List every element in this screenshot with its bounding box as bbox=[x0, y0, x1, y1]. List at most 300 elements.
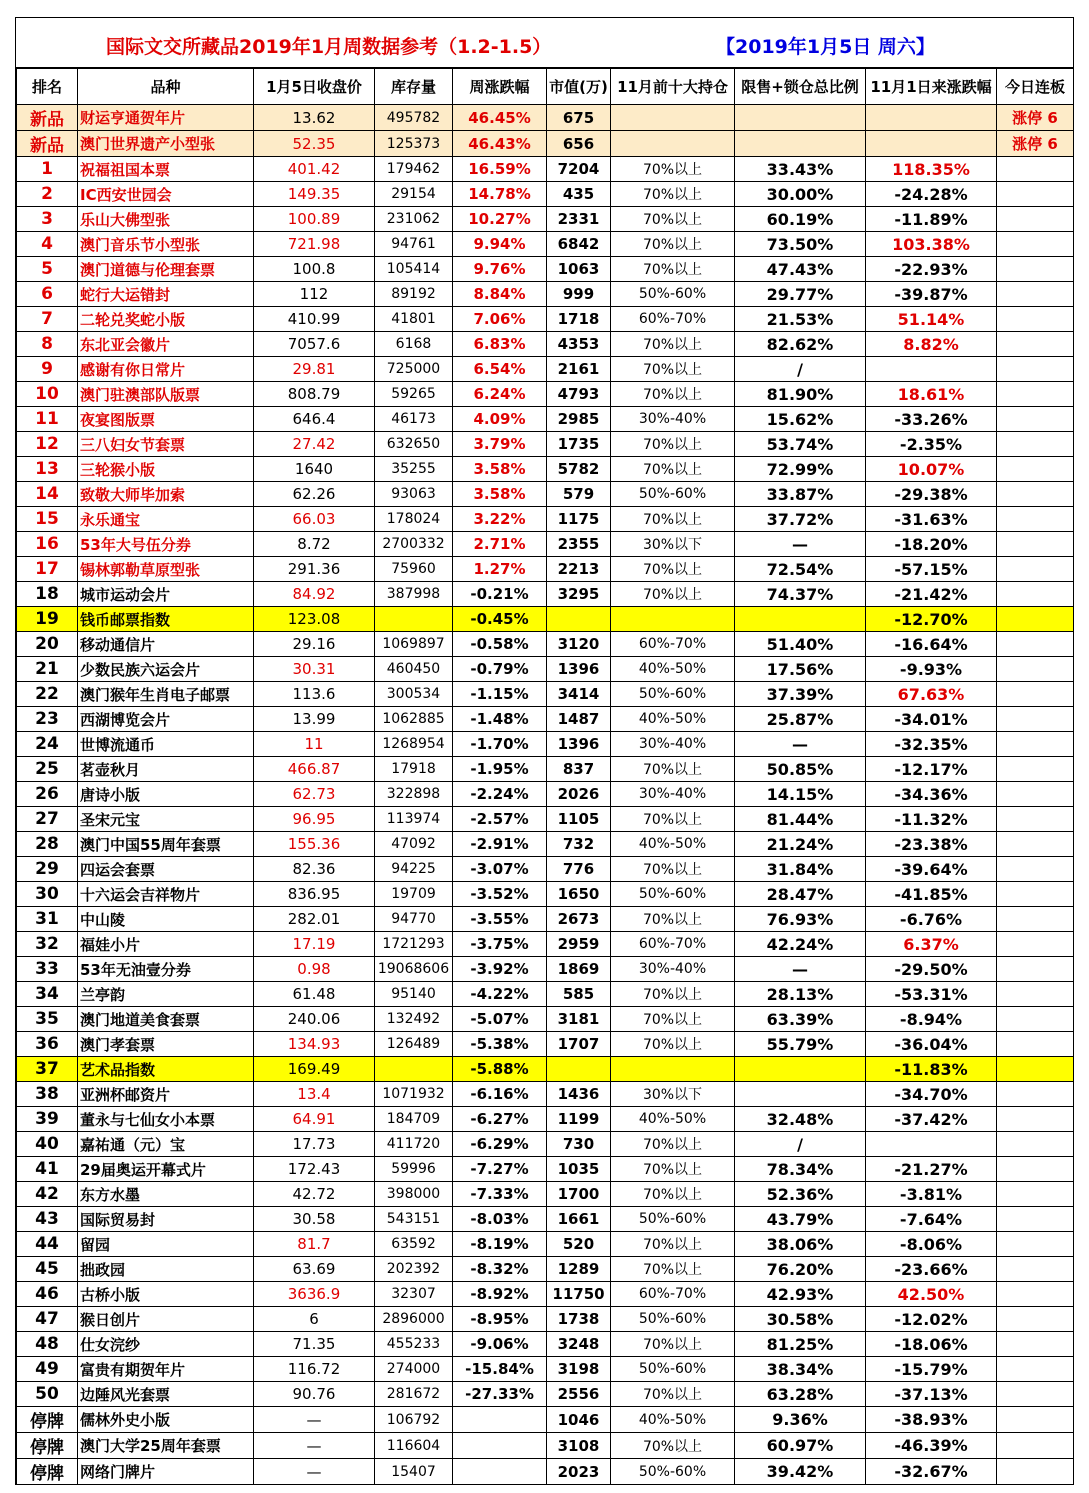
table-row bbox=[17, 857, 1074, 882]
cell-limit-streak bbox=[997, 907, 1074, 932]
cell-weekly-change: -6.29% bbox=[453, 1132, 547, 1157]
cell-since-nov1: -15.79% bbox=[866, 1357, 997, 1382]
cell-lock-ratio: 63.28% bbox=[735, 1382, 866, 1407]
table-row bbox=[17, 582, 1074, 607]
cell-since-nov1: 67.63% bbox=[866, 682, 997, 707]
cell-name: 猴日创片 bbox=[78, 1307, 254, 1332]
col-header-close-price: 1月5日收盘价 bbox=[254, 69, 375, 105]
cell-weekly-change: 6.83% bbox=[453, 332, 547, 357]
cell-stock: 1268954 bbox=[375, 732, 453, 757]
cell-top10-holding bbox=[611, 131, 735, 157]
cell-rank: 47 bbox=[17, 1307, 78, 1332]
cell-top10-holding: 70%以上 bbox=[611, 857, 735, 882]
cell-name: 西湖博览会片 bbox=[78, 707, 254, 732]
cell-market-value: 837 bbox=[547, 757, 611, 782]
cell-limit-streak bbox=[997, 1459, 1074, 1485]
cell-close-price: 134.93 bbox=[254, 1032, 375, 1057]
cell-market-value: 1735 bbox=[547, 432, 611, 457]
cell-limit-streak bbox=[997, 1107, 1074, 1132]
cell-market-value: 2026 bbox=[547, 782, 611, 807]
cell-lock-ratio: 25.87% bbox=[735, 707, 866, 732]
cell-top10-holding: 70%以上 bbox=[611, 582, 735, 607]
cell-top10-holding: 70%以上 bbox=[611, 432, 735, 457]
cell-weekly-change: -3.55% bbox=[453, 907, 547, 932]
table-row bbox=[17, 1232, 1074, 1257]
cell-name: 艺术品指数 bbox=[78, 1057, 254, 1082]
cell-limit-streak bbox=[997, 1132, 1074, 1157]
cell-rank: 4 bbox=[17, 232, 78, 257]
cell-market-value: 1661 bbox=[547, 1207, 611, 1232]
cell-lock-ratio: 38.34% bbox=[735, 1357, 866, 1382]
cell-top10-holding bbox=[611, 607, 735, 632]
table-row bbox=[17, 657, 1074, 682]
cell-name: 三轮猴小版 bbox=[78, 457, 254, 482]
cell-since-nov1: -57.15% bbox=[866, 557, 997, 582]
cell-weekly-change: -5.88% bbox=[453, 1057, 547, 1082]
cell-stock: 398000 bbox=[375, 1182, 453, 1207]
col-header-top10-holding: 11月前十大持仓 bbox=[611, 69, 735, 105]
cell-market-value: 1738 bbox=[547, 1307, 611, 1332]
cell-rank: 50 bbox=[17, 1382, 78, 1407]
cell-market-value: 1035 bbox=[547, 1157, 611, 1182]
cell-market-value: 1289 bbox=[547, 1257, 611, 1282]
cell-lock-ratio: 21.53% bbox=[735, 307, 866, 332]
cell-limit-streak bbox=[997, 182, 1074, 207]
table-row bbox=[17, 332, 1074, 357]
cell-since-nov1: -33.26% bbox=[866, 407, 997, 432]
cell-market-value: 1396 bbox=[547, 657, 611, 682]
table-row bbox=[17, 632, 1074, 657]
cell-lock-ratio: / bbox=[735, 1132, 866, 1157]
cell-stock: 460450 bbox=[375, 657, 453, 682]
cell-since-nov1: -46.39% bbox=[866, 1433, 997, 1459]
cell-limit-streak bbox=[997, 607, 1074, 632]
cell-weekly-change: 7.06% bbox=[453, 307, 547, 332]
cell-since-nov1: -31.63% bbox=[866, 507, 997, 532]
cell-name: 圣宋元宝 bbox=[78, 807, 254, 832]
cell-rank: 39 bbox=[17, 1107, 78, 1132]
cell-limit-streak bbox=[997, 332, 1074, 357]
table-row bbox=[17, 557, 1074, 582]
cell-lock-ratio: 60.19% bbox=[735, 207, 866, 232]
cell-top10-holding: 70%以上 bbox=[611, 1182, 735, 1207]
cell-weekly-change: -0.79% bbox=[453, 657, 547, 682]
cell-stock: 89192 bbox=[375, 282, 453, 307]
cell-limit-streak bbox=[997, 507, 1074, 532]
cell-close-price: 66.03 bbox=[254, 507, 375, 532]
cell-weekly-change: 9.76% bbox=[453, 257, 547, 282]
cell-lock-ratio: 63.39% bbox=[735, 1007, 866, 1032]
cell-rank: 停牌 bbox=[17, 1433, 78, 1459]
cell-close-price: 646.4 bbox=[254, 407, 375, 432]
cell-close-price: 52.35 bbox=[254, 131, 375, 157]
cell-lock-ratio: 14.15% bbox=[735, 782, 866, 807]
cell-limit-streak bbox=[997, 1407, 1074, 1433]
cell-name: 留园 bbox=[78, 1232, 254, 1257]
cell-since-nov1: -29.38% bbox=[866, 482, 997, 507]
cell-market-value: 2213 bbox=[547, 557, 611, 582]
cell-rank: 7 bbox=[17, 307, 78, 332]
cell-stock: 94225 bbox=[375, 857, 453, 882]
cell-market-value: 579 bbox=[547, 482, 611, 507]
cell-name: 古桥小版 bbox=[78, 1282, 254, 1307]
cell-name: 中山陵 bbox=[78, 907, 254, 932]
cell-limit-streak bbox=[997, 282, 1074, 307]
cell-lock-ratio: — bbox=[735, 732, 866, 757]
cell-market-value: 2556 bbox=[547, 1382, 611, 1407]
cell-weekly-change: 8.84% bbox=[453, 282, 547, 307]
cell-limit-streak: 涨停 6 bbox=[997, 105, 1074, 131]
cell-name: 三八妇女节套票 bbox=[78, 432, 254, 457]
cell-name: 祝福祖国本票 bbox=[78, 157, 254, 182]
cell-name: 少数民族六运会片 bbox=[78, 657, 254, 682]
cell-rank: 20 bbox=[17, 632, 78, 657]
cell-lock-ratio: 53.74% bbox=[735, 432, 866, 457]
cell-stock: 15407 bbox=[375, 1459, 453, 1485]
cell-since-nov1: -11.32% bbox=[866, 807, 997, 832]
cell-limit-streak bbox=[997, 1182, 1074, 1207]
cell-market-value: 3181 bbox=[547, 1007, 611, 1032]
cell-limit-streak bbox=[997, 557, 1074, 582]
table-row bbox=[17, 457, 1074, 482]
table-row bbox=[17, 1032, 1074, 1057]
table-row bbox=[17, 432, 1074, 457]
cell-limit-streak bbox=[997, 1357, 1074, 1382]
cell-rank: 新品 bbox=[17, 131, 78, 157]
cell-name: 钱币邮票指数 bbox=[78, 607, 254, 632]
cell-lock-ratio: 28.13% bbox=[735, 982, 866, 1007]
cell-market-value: 2355 bbox=[547, 532, 611, 557]
table-row bbox=[17, 105, 1074, 131]
cell-market-value: 2673 bbox=[547, 907, 611, 932]
col-header-rank: 排名 bbox=[17, 69, 78, 105]
cell-top10-holding: 70%以上 bbox=[611, 382, 735, 407]
cell-stock: 543151 bbox=[375, 1207, 453, 1232]
table-row bbox=[17, 732, 1074, 757]
cell-name: 澳门音乐节小型张 bbox=[78, 232, 254, 257]
cell-since-nov1: -3.81% bbox=[866, 1182, 997, 1207]
cell-close-price: 17.73 bbox=[254, 1132, 375, 1157]
cell-rank: 45 bbox=[17, 1257, 78, 1282]
cell-lock-ratio bbox=[735, 105, 866, 131]
cell-stock: 47092 bbox=[375, 832, 453, 857]
cell-top10-holding: 70%以上 bbox=[611, 182, 735, 207]
cell-close-price: 291.36 bbox=[254, 557, 375, 582]
cell-top10-holding: 30%-40% bbox=[611, 782, 735, 807]
cell-since-nov1: -21.42% bbox=[866, 582, 997, 607]
table-row bbox=[17, 1407, 1074, 1433]
cell-limit-streak bbox=[997, 957, 1074, 982]
cell-close-price: 11 bbox=[254, 732, 375, 757]
cell-top10-holding: 70%以上 bbox=[611, 1157, 735, 1182]
cell-since-nov1 bbox=[866, 131, 997, 157]
table-row bbox=[17, 207, 1074, 232]
cell-since-nov1: 10.07% bbox=[866, 457, 997, 482]
cell-stock: 387998 bbox=[375, 582, 453, 607]
cell-lock-ratio: 30.00% bbox=[735, 182, 866, 207]
cell-market-value: 675 bbox=[547, 105, 611, 131]
cell-stock: 2700332 bbox=[375, 532, 453, 557]
cell-stock: 59996 bbox=[375, 1157, 453, 1182]
cell-name: 茗壶秋月 bbox=[78, 757, 254, 782]
cell-lock-ratio: 72.54% bbox=[735, 557, 866, 582]
cell-top10-holding: 70%以上 bbox=[611, 1332, 735, 1357]
cell-stock: 632650 bbox=[375, 432, 453, 457]
table-row bbox=[17, 507, 1074, 532]
cell-top10-holding: 40%-50% bbox=[611, 707, 735, 732]
cell-lock-ratio: 81.44% bbox=[735, 807, 866, 832]
cell-stock: 94761 bbox=[375, 232, 453, 257]
cell-limit-streak bbox=[997, 882, 1074, 907]
cell-lock-ratio: 32.48% bbox=[735, 1107, 866, 1132]
cell-weekly-change: -8.95% bbox=[453, 1307, 547, 1332]
cell-stock: 106792 bbox=[375, 1407, 453, 1433]
cell-close-price: 42.72 bbox=[254, 1182, 375, 1207]
cell-rank: 37 bbox=[17, 1057, 78, 1082]
cell-name: 世博流通币 bbox=[78, 732, 254, 757]
cell-since-nov1: -24.28% bbox=[866, 182, 997, 207]
table-row bbox=[17, 182, 1074, 207]
cell-name: 乐山大佛型张 bbox=[78, 207, 254, 232]
cell-limit-streak bbox=[997, 157, 1074, 182]
cell-market-value: 1396 bbox=[547, 732, 611, 757]
cell-stock: 179462 bbox=[375, 157, 453, 182]
cell-close-price: — bbox=[254, 1407, 375, 1433]
cell-lock-ratio: / bbox=[735, 357, 866, 382]
cell-rank: 停牌 bbox=[17, 1459, 78, 1485]
cell-close-price: 7057.6 bbox=[254, 332, 375, 357]
cell-since-nov1: -39.64% bbox=[866, 857, 997, 882]
cell-since-nov1: 118.35% bbox=[866, 157, 997, 182]
cell-lock-ratio: 37.39% bbox=[735, 682, 866, 707]
cell-weekly-change: -2.91% bbox=[453, 832, 547, 857]
cell-limit-streak: 涨停 6 bbox=[997, 131, 1074, 157]
cell-rank: 21 bbox=[17, 657, 78, 682]
cell-limit-streak bbox=[997, 1207, 1074, 1232]
cell-weekly-change: -8.92% bbox=[453, 1282, 547, 1307]
cell-stock: 495782 bbox=[375, 105, 453, 131]
cell-since-nov1: -23.38% bbox=[866, 832, 997, 857]
cell-since-nov1: -41.85% bbox=[866, 882, 997, 907]
cell-rank: 25 bbox=[17, 757, 78, 782]
table-row bbox=[17, 357, 1074, 382]
ranking-table bbox=[16, 68, 1074, 1485]
cell-close-price: 13.62 bbox=[254, 105, 375, 131]
cell-rank: 27 bbox=[17, 807, 78, 832]
cell-limit-streak bbox=[997, 757, 1074, 782]
cell-lock-ratio: 47.43% bbox=[735, 257, 866, 282]
table-row bbox=[17, 1082, 1074, 1107]
cell-limit-streak bbox=[997, 1082, 1074, 1107]
cell-since-nov1 bbox=[866, 105, 997, 131]
col-header-since-nov1: 11月1日来涨跌幅 bbox=[866, 69, 997, 105]
cell-weekly-change: -8.19% bbox=[453, 1232, 547, 1257]
cell-stock: 202392 bbox=[375, 1257, 453, 1282]
cell-since-nov1: -36.04% bbox=[866, 1032, 997, 1057]
cell-close-price: 808.79 bbox=[254, 382, 375, 407]
cell-stock: 1062885 bbox=[375, 707, 453, 732]
cell-weekly-change: 46.45% bbox=[453, 105, 547, 131]
cell-since-nov1: -11.89% bbox=[866, 207, 997, 232]
col-header-weekly-change: 周涨跌幅 bbox=[453, 69, 547, 105]
cell-limit-streak bbox=[997, 682, 1074, 707]
cell-name: 53年大号伍分券 bbox=[78, 532, 254, 557]
cell-since-nov1: -39.87% bbox=[866, 282, 997, 307]
cell-weekly-change: -3.92% bbox=[453, 957, 547, 982]
cell-name: 拙政园 bbox=[78, 1257, 254, 1282]
cell-close-price: 401.42 bbox=[254, 157, 375, 182]
cell-name: 唐诗小版 bbox=[78, 782, 254, 807]
cell-limit-streak bbox=[997, 1307, 1074, 1332]
cell-since-nov1: -12.17% bbox=[866, 757, 997, 782]
cell-market-value: 2161 bbox=[547, 357, 611, 382]
cell-market-value: 2959 bbox=[547, 932, 611, 957]
table-row bbox=[17, 282, 1074, 307]
cell-top10-holding: 70%以上 bbox=[611, 507, 735, 532]
cell-lock-ratio: 33.87% bbox=[735, 482, 866, 507]
cell-close-price: 30.58 bbox=[254, 1207, 375, 1232]
cell-limit-streak bbox=[997, 1057, 1074, 1082]
cell-top10-holding: 70%以上 bbox=[611, 1382, 735, 1407]
cell-lock-ratio: — bbox=[735, 957, 866, 982]
cell-name: 澳门世界遗产小型张 bbox=[78, 131, 254, 157]
cell-close-price: 30.31 bbox=[254, 657, 375, 682]
cell-weekly-change bbox=[453, 1407, 547, 1433]
cell-market-value: 2023 bbox=[547, 1459, 611, 1485]
cell-top10-holding: 70%以上 bbox=[611, 207, 735, 232]
cell-top10-holding: 30%-40% bbox=[611, 732, 735, 757]
cell-close-price: 466.87 bbox=[254, 757, 375, 782]
cell-name: 锡林郭勒草原型张 bbox=[78, 557, 254, 582]
cell-weekly-change: -8.03% bbox=[453, 1207, 547, 1232]
cell-since-nov1: -32.67% bbox=[866, 1459, 997, 1485]
cell-rank: 17 bbox=[17, 557, 78, 582]
cell-top10-holding bbox=[611, 1057, 735, 1082]
cell-stock: 17918 bbox=[375, 757, 453, 782]
cell-market-value: 7204 bbox=[547, 157, 611, 182]
cell-rank: 2 bbox=[17, 182, 78, 207]
cell-since-nov1: -6.76% bbox=[866, 907, 997, 932]
cell-limit-streak bbox=[997, 632, 1074, 657]
cell-close-price: 1640 bbox=[254, 457, 375, 482]
cell-rank: 24 bbox=[17, 732, 78, 757]
cell-weekly-change: 46.43% bbox=[453, 131, 547, 157]
cell-market-value: 3414 bbox=[547, 682, 611, 707]
cell-rank: 6 bbox=[17, 282, 78, 307]
cell-weekly-change: 3.58% bbox=[453, 457, 547, 482]
cell-limit-streak bbox=[997, 1282, 1074, 1307]
cell-weekly-change: 14.78% bbox=[453, 182, 547, 207]
cell-close-price: — bbox=[254, 1433, 375, 1459]
cell-name: 感谢有你日常片 bbox=[78, 357, 254, 382]
cell-name: 澳门大学25周年套票 bbox=[78, 1433, 254, 1459]
cell-close-price: 17.19 bbox=[254, 932, 375, 957]
cell-lock-ratio: 30.58% bbox=[735, 1307, 866, 1332]
cell-rank: 26 bbox=[17, 782, 78, 807]
cell-market-value: 520 bbox=[547, 1232, 611, 1257]
data-sheet bbox=[15, 17, 1074, 1485]
cell-market-value: 3198 bbox=[547, 1357, 611, 1382]
cell-top10-holding: 50%-60% bbox=[611, 1357, 735, 1382]
cell-limit-streak bbox=[997, 807, 1074, 832]
cell-stock: 94770 bbox=[375, 907, 453, 932]
cell-close-price: 123.08 bbox=[254, 607, 375, 632]
table-row bbox=[17, 757, 1074, 782]
cell-top10-holding: 30%以下 bbox=[611, 532, 735, 557]
cell-rank: 33 bbox=[17, 957, 78, 982]
cell-limit-streak bbox=[997, 657, 1074, 682]
cell-name: 东北亚会徽片 bbox=[78, 332, 254, 357]
sheet-title: 国际文交所藏品2019年1月周数据参考（1.2-1.5） bbox=[106, 36, 552, 58]
cell-since-nov1: -38.93% bbox=[866, 1407, 997, 1433]
cell-top10-holding: 30%-40% bbox=[611, 957, 735, 982]
cell-limit-streak bbox=[997, 857, 1074, 882]
cell-weekly-change: -6.16% bbox=[453, 1082, 547, 1107]
cell-rank: 38 bbox=[17, 1082, 78, 1107]
cell-rank: 48 bbox=[17, 1332, 78, 1357]
cell-top10-holding: 40%-50% bbox=[611, 832, 735, 857]
cell-weekly-change: -6.27% bbox=[453, 1107, 547, 1132]
cell-rank: 停牌 bbox=[17, 1407, 78, 1433]
cell-lock-ratio bbox=[735, 1057, 866, 1082]
cell-stock: 132492 bbox=[375, 1007, 453, 1032]
cell-name: 福娃小片 bbox=[78, 932, 254, 957]
cell-stock: 411720 bbox=[375, 1132, 453, 1157]
cell-top10-holding: 40%-50% bbox=[611, 657, 735, 682]
cell-rank: 15 bbox=[17, 507, 78, 532]
cell-since-nov1: -34.36% bbox=[866, 782, 997, 807]
cell-stock: 231062 bbox=[375, 207, 453, 232]
cell-market-value: 6842 bbox=[547, 232, 611, 257]
cell-market-value: 732 bbox=[547, 832, 611, 857]
table-row bbox=[17, 307, 1074, 332]
cell-weekly-change: -1.95% bbox=[453, 757, 547, 782]
cell-weekly-change bbox=[453, 1433, 547, 1459]
cell-since-nov1: -37.42% bbox=[866, 1107, 997, 1132]
cell-top10-holding: 40%-50% bbox=[611, 1407, 735, 1433]
cell-rank: 31 bbox=[17, 907, 78, 932]
cell-stock: 105414 bbox=[375, 257, 453, 282]
cell-name: 国际贸易封 bbox=[78, 1207, 254, 1232]
cell-lock-ratio: 74.37% bbox=[735, 582, 866, 607]
table-row bbox=[17, 882, 1074, 907]
cell-market-value: 435 bbox=[547, 182, 611, 207]
cell-limit-streak bbox=[997, 232, 1074, 257]
cell-top10-holding: 70%以上 bbox=[611, 1232, 735, 1257]
cell-stock: 6168 bbox=[375, 332, 453, 357]
cell-name: 二轮兑奖蛇小版 bbox=[78, 307, 254, 332]
cell-market-value bbox=[547, 607, 611, 632]
cell-since-nov1: -7.64% bbox=[866, 1207, 997, 1232]
table-row bbox=[17, 1357, 1074, 1382]
cell-limit-streak bbox=[997, 357, 1074, 382]
cell-since-nov1: -16.64% bbox=[866, 632, 997, 657]
cell-name: 十六运会吉祥物片 bbox=[78, 882, 254, 907]
cell-since-nov1: -23.66% bbox=[866, 1257, 997, 1282]
cell-limit-streak bbox=[997, 532, 1074, 557]
cell-weekly-change: -5.38% bbox=[453, 1032, 547, 1057]
cell-weekly-change: -1.70% bbox=[453, 732, 547, 757]
title-bar bbox=[16, 18, 1073, 68]
cell-weekly-change: 10.27% bbox=[453, 207, 547, 232]
cell-rank: 5 bbox=[17, 257, 78, 282]
cell-rank: 19 bbox=[17, 607, 78, 632]
cell-rank: 23 bbox=[17, 707, 78, 732]
cell-name: 东方水墨 bbox=[78, 1182, 254, 1207]
cell-stock: 274000 bbox=[375, 1357, 453, 1382]
cell-top10-holding: 70%以上 bbox=[611, 1007, 735, 1032]
cell-close-price: 8.72 bbox=[254, 532, 375, 557]
